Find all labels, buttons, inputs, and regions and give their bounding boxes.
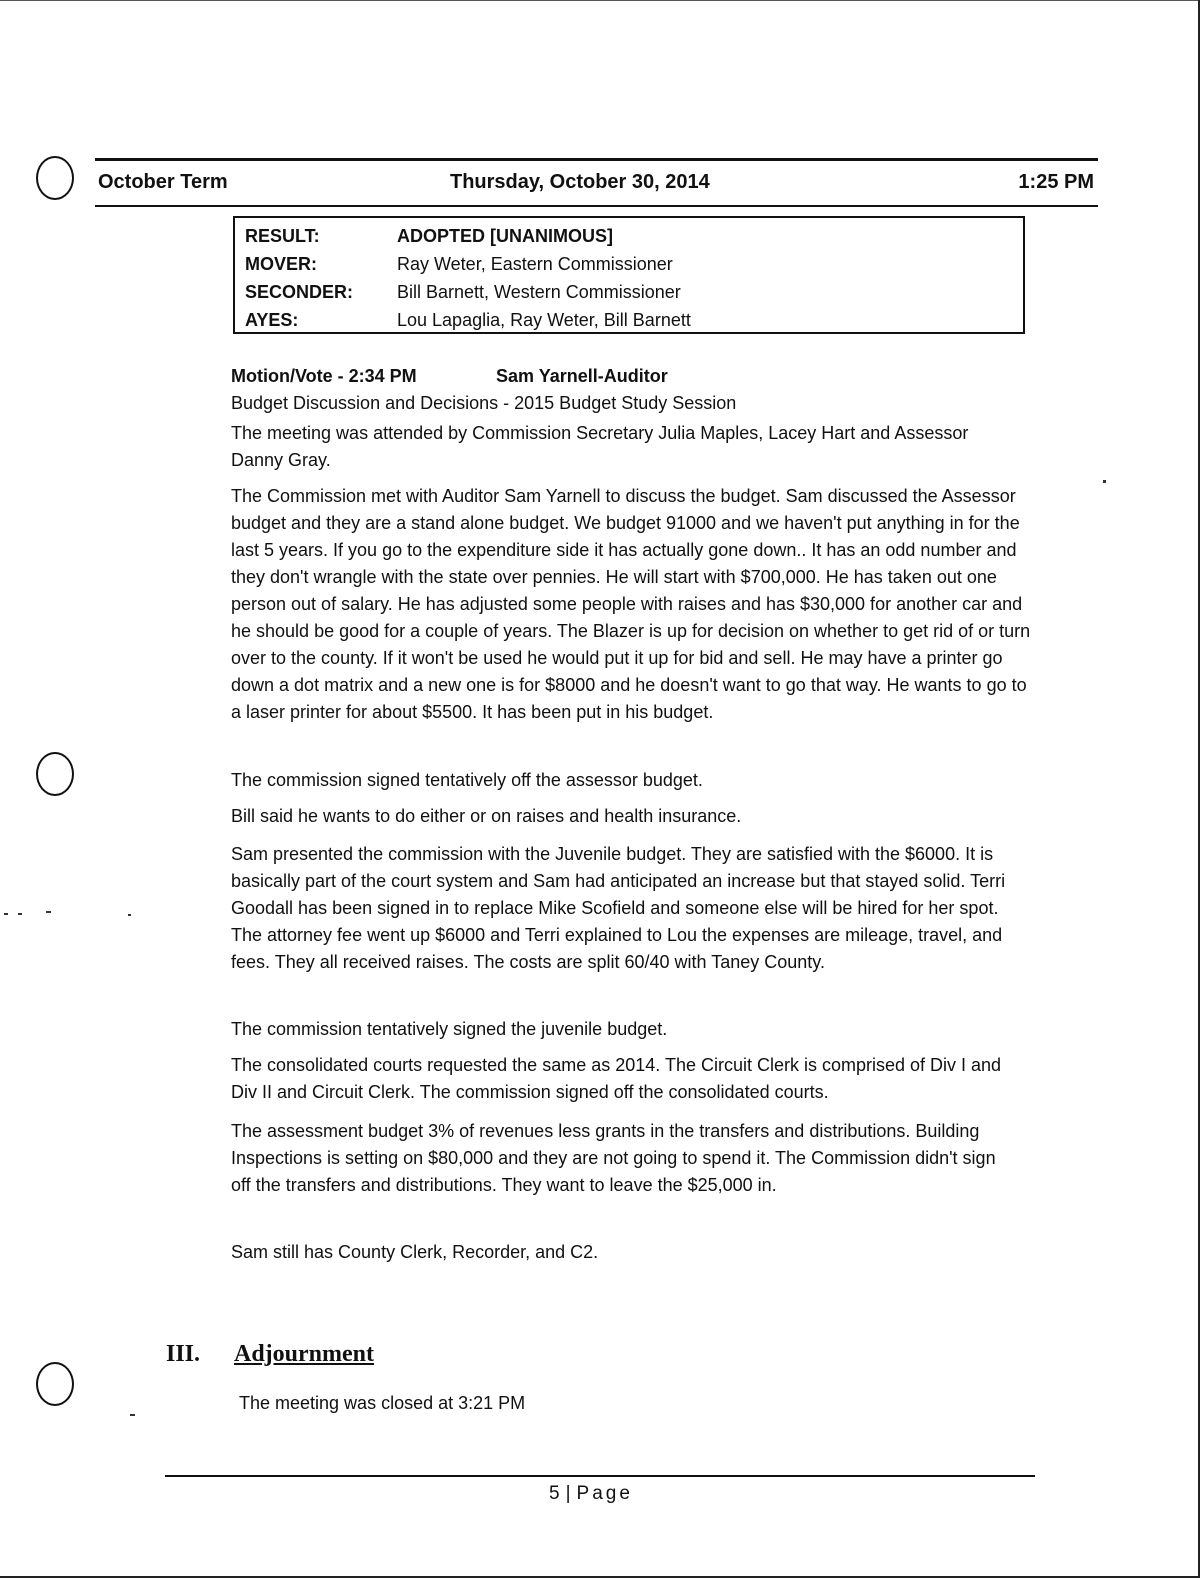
paragraph-raises: Bill said he wants to do either or on raises and health insurance. [231, 806, 742, 826]
paragraph-assessment: The assessment budget 3% of revenues less grants in the transfers and distributions. Building Inspections is setting on $80,000 and they are not going to spend it. The Commission didn't sign off the transfers and distributions. They want to leave the $25,000 in. [231, 1121, 996, 1195]
adjournment-text: The meeting was closed at 3:21 PM [239, 1393, 526, 1413]
motion-subject: Budget Discussion and Decisions - 2015 Budget Study Session [231, 393, 737, 413]
footer-rule [165, 1475, 1035, 1477]
scan-speck [128, 914, 131, 916]
header-rule-bottom [95, 205, 1098, 207]
paragraph-juvenile-signed: The commission tentatively signed the juvenile budget. [231, 1019, 668, 1039]
header-rule-top [95, 158, 1098, 161]
paragraph-courts: The consolidated courts requested the same as 2014. The Circuit Clerk is comprised of Div I and Div II and Circuit Clerk. The commission signed off the consolidated courts. [231, 1055, 1002, 1102]
section-number: III. [166, 1341, 201, 1367]
punch-hole-top [36, 156, 74, 200]
page-top-edge [0, 0, 1200, 1]
header-date: Thursday, October 30, 2014 [450, 171, 710, 193]
header-term: October Term [98, 171, 228, 193]
scan-speck [4, 913, 8, 915]
page-number: 5 [549, 1483, 560, 1504]
motion-heading [231, 366, 668, 387]
page-separator: | [565, 1483, 571, 1504]
attendance-text: The meeting was attended by Commission Secretary Julia Maples, Lacey Hart and Assessor Danny Gray. [231, 423, 969, 470]
scan-speck [46, 911, 51, 913]
scan-speck [1103, 480, 1106, 483]
mover-label: MOVER: [245, 254, 317, 274]
header-time: 1:25 PM [1018, 171, 1094, 193]
page-label: Page [576, 1483, 633, 1504]
motion-label: Motion/Vote - 2:34 PM [231, 366, 417, 386]
paragraph-juvenile: Sam presented the commission with the Juvenile budget. They are satisfied with the $6000. It is basically part of the court system and Sam had anticipated an increase but that stayed solid. Terri Goodall has been signed in to replace Mike Scofield and someone else will be hired for her spot. The attorney fee went up $6000 and Terri explained to Lou the expenses are mileage, travel, and fees. They all received raises. The costs are split 60/40 with Taney County. [231, 844, 1006, 972]
paragraph-assessor: The Commission met with Auditor Sam Yarnell to discuss the budget. Sam discussed the Assessor budget and they are a stand alone budget. We budget 91000 and we haven't put anything in for the last 5 years. If you go to the expenditure side it has actually gone down.. It has an odd number and they don't wrangle with the state over pennies. He will start with $700,000. He has taken out one person out of salary. He has adjusted some people with raises and has $30,000 for another car and he should be good for a couple of years. The Blazer is up for decision on whether to get rid of or turn over to the county. If it won't be used he would put it up for bid and sell. He may have a printer go down a dot matrix and a new one is for $8000 and he doesn't want to go that way. He wants to go to a laser printer for about $5500. It has been put in his budget. [231, 486, 1031, 722]
ayes-value: Lou Lapaglia, Ray Weter, Bill Barnett [397, 310, 691, 330]
motion-person: Sam Yarnell-Auditor [496, 366, 668, 386]
vote-result-box [233, 216, 1025, 334]
page-footer [549, 1483, 633, 1505]
paragraph-assessor-signed: The commission signed tentatively off the assessor budget. [231, 770, 703, 790]
scan-speck [130, 1414, 135, 1416]
result-value: ADOPTED [UNANIMOUS] [397, 226, 613, 246]
paragraph-remaining: Sam still has County Clerk, Recorder, and C2. [231, 1242, 599, 1262]
ayes-label: AYES: [245, 310, 299, 330]
mover-value: Ray Weter, Eastern Commissioner [397, 254, 673, 274]
scan-speck [18, 913, 22, 915]
section-title: Adjournment [234, 1341, 375, 1367]
punch-hole-bottom [36, 1362, 74, 1406]
seconder-label: SECONDER: [245, 282, 354, 302]
seconder-value: Bill Barnett, Western Commissioner [397, 282, 681, 302]
punch-hole-middle [36, 752, 74, 796]
result-label: RESULT: [245, 226, 320, 246]
